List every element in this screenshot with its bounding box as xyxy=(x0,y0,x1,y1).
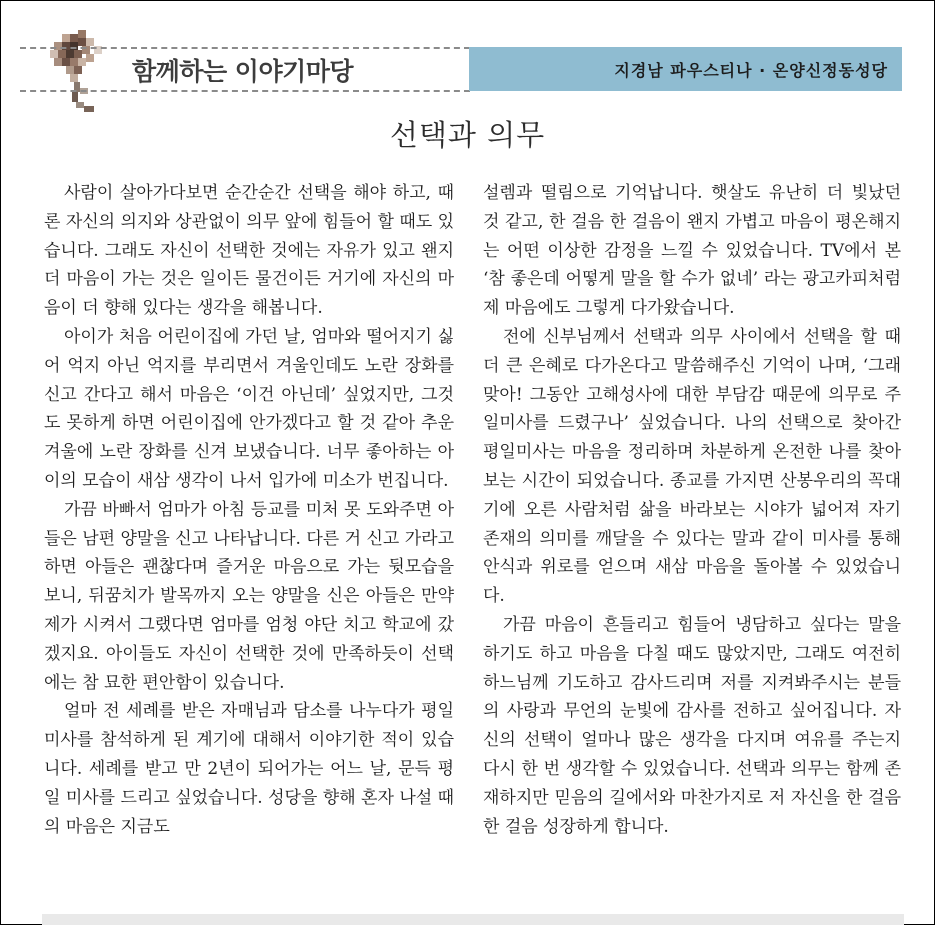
paragraph: 아이가 처음 어린이집에 가던 날, 엄마와 떨어지기 싫어 억지 아닌 억지를 부리면서 겨울인데도 노란 장화를 신고 간다고 해서 마음은 ‘이건 아닌데’ 싶었지만, 그것도 못하게 하면 어린이집에 안가겠다고 할 것 같아 추운 겨울에 노란 장화를 신겨 보냈습니다. 너무 좋아하는 아이의 모습이 새삼 생각이 나서 입가에 미소가 번집니다. xyxy=(44,326,454,491)
header-dash-top xyxy=(20,47,470,49)
footer-strip xyxy=(42,914,904,925)
section-title: 함께하는 이야기마당 xyxy=(132,57,354,86)
author-byline: 지경남 파우스티나 · 온양신정동성당 xyxy=(614,60,888,80)
paragraph: 사람이 살아가다보면 순간순간 선택을 해야 하고, 때론 자신의 의지와 상관없이 의무 앞에 힘들어 할 때도 있습니다. 그래도 자신이 선택한 것에는 자유가 있고 왠지 더 마음이 가는 것은 일이든 물건이든 거기에 자신의 마음이 더 향해 있다는 생각을 해봅니다. xyxy=(44,183,454,319)
article-column-right xyxy=(483,179,901,841)
author-bar xyxy=(469,47,902,91)
paragraph-continuation: 설렘과 떨림으로 기억납니다. 햇살도 유난히 더 빛났던 것 같고, 한 걸음 한 걸음이 왠지 가볍고 마음이 평온해지는 어떤 이상한 감정을 느낄 수 있었습니다. TV에서 본 ‘참 좋은데 어떻게 말을 할 수가 없네’ 라는 광고카피처럼 제 마음에도 그렇게 다가왔습니다. xyxy=(483,183,901,319)
paragraph: 가끔 바빠서 엄마가 아침 등교를 미처 못 도와주면 아들은 남편 양말을 신고 나타납니다. 다른 거 신고 가라고 하면 아들은 괜찮다며 즐거운 마음으로 가는 뒷모습을 보니, 뒤꿈치가 발목까지 오는 양말을 신은 아들은 만약 제가 시켜서 그랬다면 엄마를 엄청 야단 치고 학교에 갔겠지요. 아이들도 자신이 선택한 것에 만족하듯이 선택에는 참 묘한 편안함이 있습니다. xyxy=(44,499,454,693)
paragraph: 가끔 마음이 흔들리고 힘들어 냉담하고 싶다는 말을 하기도 하고 마음을 다칠 때도 많았지만, 그래도 여전히 하느님께 기도하고 감사드리며 저를 지켜봐주시는 분들의 사랑과 무언의 눈빛에 감사를 전하고 싶어집니다. 자신의 선택이 얼마나 많은 생각을 다지며 여유를 주는지 다시 한 번 생각할 수 있었습니다. 선택과 의무는 함께 존재하지만 믿음의 길에서와 마찬가지로 저 자신을 한 걸음 한 걸음 성장하게 합니다. xyxy=(483,614,901,837)
article-title: 선택과 의무 xyxy=(389,118,546,152)
article-column-left xyxy=(44,179,454,841)
header-dash-bottom xyxy=(20,90,470,92)
pixel-flower-icon xyxy=(40,26,120,116)
paragraph: 얼마 전 세례를 받은 자매님과 담소를 나누다가 평일 미사를 참석하게 된 계기에 대해서 이야기한 적이 있습니다. 세례를 받고 만 2년이 되어가는 어느 날, 문득 평일 미사를 드리고 싶었습니다. 성당을 향해 혼자 나설 때의 마음은 지금도 xyxy=(44,701,454,837)
paragraph: 전에 신부님께서 선택과 의무 사이에서 선택을 할 때 더 큰 은혜로 다가온다고 말씀해주신 기억이 나며, ‘그래 맞아! 그동안 고해성사에 대한 부담감 때문에 의무로 주일미사를 드렸구나’ 싶었습니다. 나의 선택으로 찾아간 평일미사는 마음을 정리하며 차분하게 온전한 나를 찾아보는 시간이 되었습니다. 종교를 가지면 산봉우리의 꼭대기에 오른 사람처럼 삶을 바라보는 시야가 넓어져 자기 존재의 의미를 깨달을 수 있다는 말과 같이 미사를 통해 안식과 위로를 얻으며 새삼 마음을 돌아볼 수 있었습니다. xyxy=(483,326,901,607)
